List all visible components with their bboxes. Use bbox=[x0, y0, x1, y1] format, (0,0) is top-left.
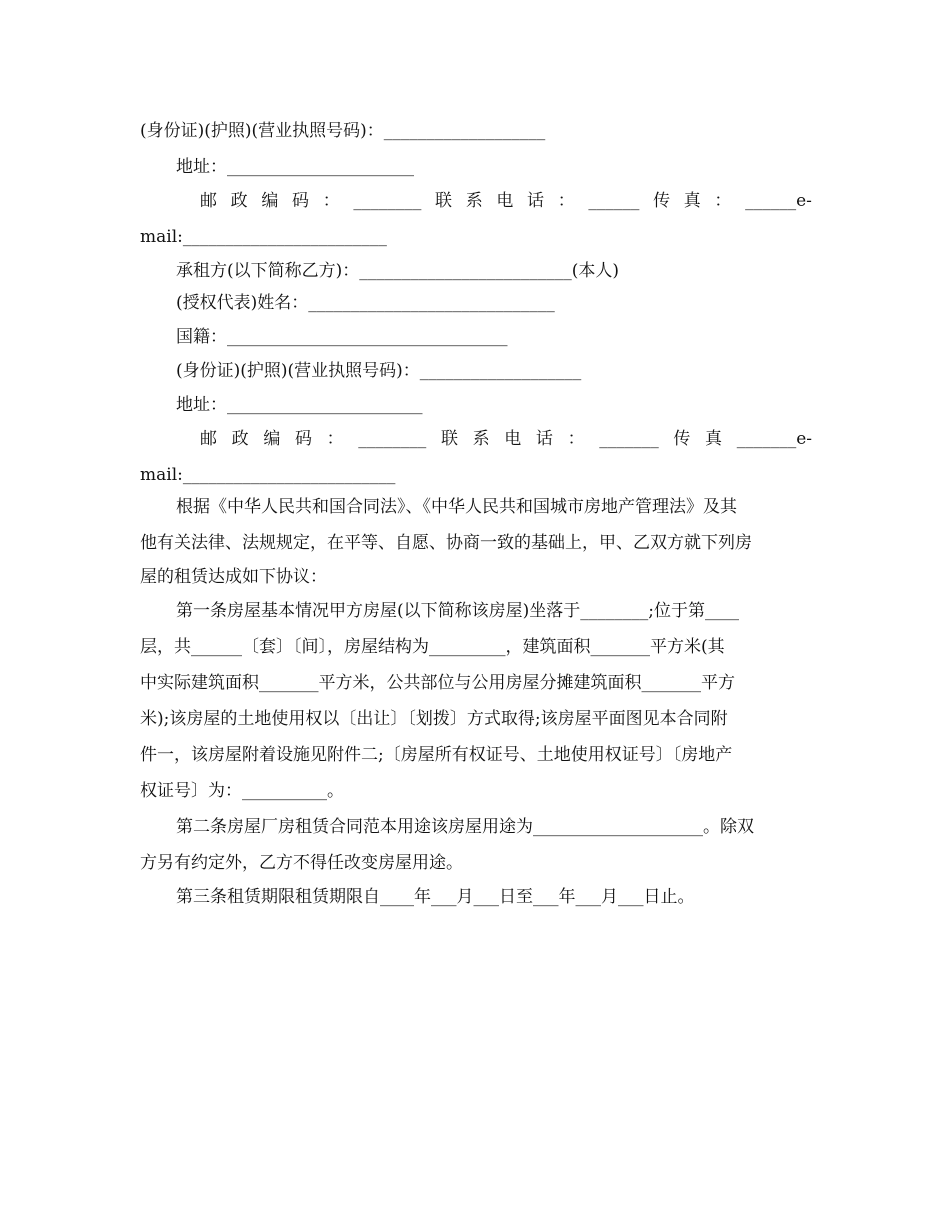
fax-blank: ______e- bbox=[745, 191, 812, 211]
postcode-blank: ________ bbox=[353, 191, 422, 211]
contact-char: 编 bbox=[261, 191, 279, 211]
contact-char: 系 bbox=[472, 429, 490, 449]
contact-char: 联 bbox=[440, 429, 458, 449]
contact-char: 政 bbox=[231, 429, 249, 449]
lessee-contact-line bbox=[200, 428, 812, 450]
phone-blank: _______ bbox=[599, 429, 659, 449]
lessor-id-line: (身份证)(护照)(营业执照号码)：___________________ bbox=[140, 121, 546, 141]
article-1-line-1: 第一条房屋基本情况甲方房屋(以下简称该房屋)坐落于________;位于第____ bbox=[176, 601, 739, 621]
article-1-line-2: 层，共______〔套〕〔间〕，房屋结构为_________，建筑面积_______平方米(其 bbox=[140, 637, 725, 657]
lessee-email-line: mail:_________________________ bbox=[140, 465, 396, 485]
contact-char: ： bbox=[322, 191, 340, 211]
contact-char: 邮 bbox=[200, 429, 217, 449]
contact-char: 传 bbox=[653, 191, 671, 211]
article-1-line-5: 件一，该房屋附着设施见附件二;〔房屋所有权证号、土地使用权证号〕〔房地产 bbox=[140, 745, 733, 765]
preamble-line-3: 屋的租赁达成如下协议： bbox=[140, 567, 327, 587]
contact-char: 码 bbox=[292, 191, 310, 211]
contact-char: 电 bbox=[496, 191, 514, 211]
lessor-contact-line bbox=[200, 190, 812, 212]
article-2-line-2: 方另有约定外，乙方不得任改变房屋用途。 bbox=[140, 853, 463, 873]
contact-char: 话 bbox=[535, 429, 553, 449]
lessor-address-line: 地址：______________________ bbox=[176, 157, 414, 177]
contact-char: 编 bbox=[263, 429, 281, 449]
lessee-id-line: (身份证)(护照)(营业执照号码)：___________________ bbox=[176, 361, 582, 381]
postcode-blank: ________ bbox=[358, 429, 427, 449]
contact-char: ： bbox=[567, 429, 585, 449]
preamble-line-2: 他有关法律、法规规定，在平等、自愿、协商一致的基础上，甲、乙双方就下列房 bbox=[140, 533, 752, 553]
contact-char: 真 bbox=[705, 429, 723, 449]
phone-blank: ______ bbox=[588, 191, 640, 211]
contact-char: 真 bbox=[683, 191, 701, 211]
fax-blank: _______e- bbox=[736, 429, 812, 449]
contact-char: 联 bbox=[435, 191, 453, 211]
contact-char: ： bbox=[326, 429, 344, 449]
contact-char: 邮 bbox=[200, 191, 217, 211]
contact-char: 政 bbox=[230, 191, 248, 211]
contact-char: 传 bbox=[673, 429, 691, 449]
article-1-line-3: 中实际建筑面积_______平方米，公共部位与公用房屋分摊建筑面积_______平方 bbox=[140, 673, 735, 693]
article-3-line-1: 第三条租赁期限租赁期限自____年___月___日至___年___月___日止。 bbox=[176, 887, 695, 907]
contact-char: ： bbox=[714, 191, 732, 211]
contact-char: 话 bbox=[527, 191, 545, 211]
article-1-line-4: 米);该房屋的土地使用权以〔出让〕〔划拨〕方式取得;该房屋平面图见本合同附 bbox=[140, 709, 728, 729]
preamble-line-1: 根据《中华人民共和国合同法》、《中华人民共和国城市房地产管理法》及其 bbox=[176, 497, 737, 517]
lessee-nationality-line: 国籍：_________________________________ bbox=[176, 327, 508, 347]
lessee-address-line: 地址：_______________________ bbox=[176, 395, 423, 415]
article-1-line-6: 权证号〕为：__________。 bbox=[140, 781, 344, 801]
lessee-line: 承租方(以下简称乙方)：_________________________(本人) bbox=[176, 261, 620, 281]
contact-char: 码 bbox=[294, 429, 312, 449]
contact-char: ： bbox=[557, 191, 575, 211]
contact-char: 电 bbox=[504, 429, 522, 449]
article-2-line-1: 第二条房屋厂房租赁合同范本用途该房屋用途为____________________。除双 bbox=[176, 817, 754, 837]
contact-char: 系 bbox=[465, 191, 483, 211]
lessee-representative-line: (授权代表)姓名：_____________________________ bbox=[176, 293, 555, 313]
lessor-email-line: mail:________________________ bbox=[140, 227, 387, 247]
